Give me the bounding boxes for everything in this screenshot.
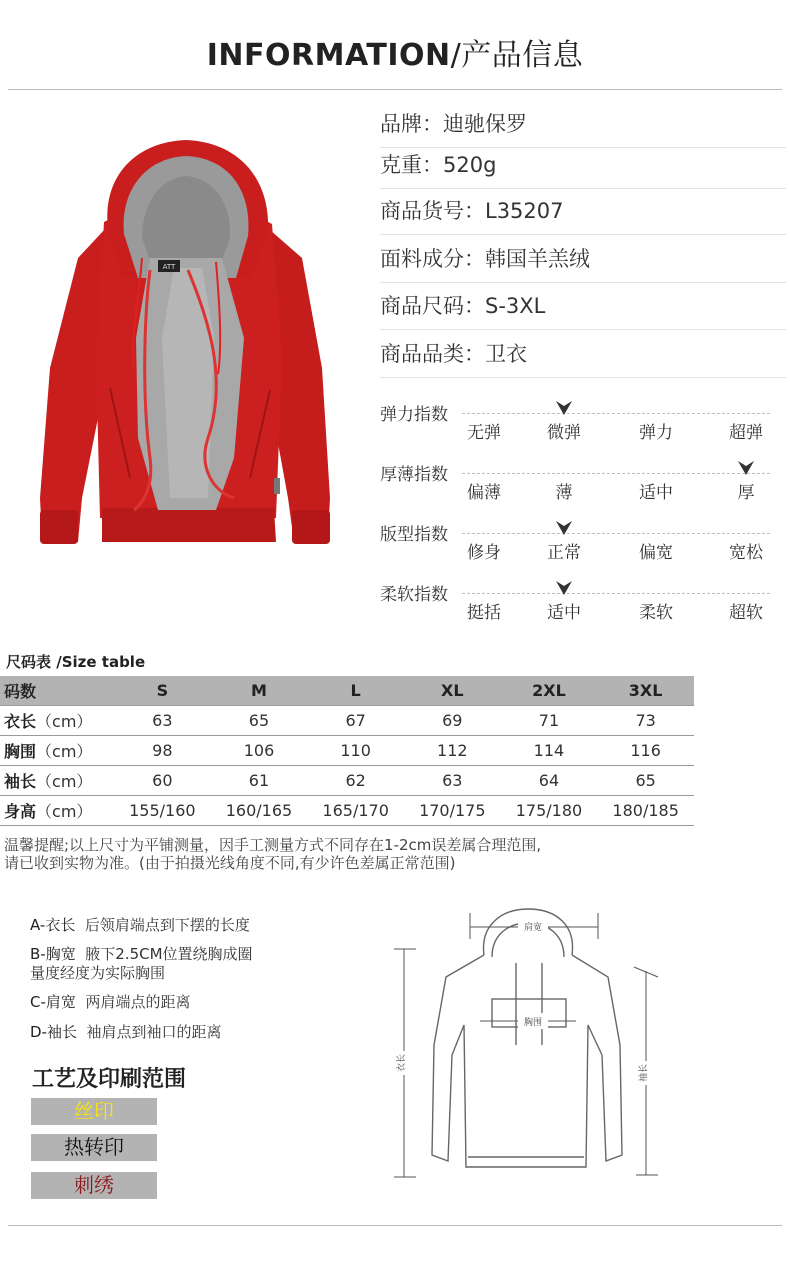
index-scale-line xyxy=(462,473,770,474)
index-option: 偏宽 xyxy=(639,543,673,563)
table-cell: 175/180 xyxy=(501,796,598,826)
index-option: 微弹 xyxy=(547,423,581,443)
diagram-sleeve-label: 袖长 xyxy=(639,1063,649,1083)
table-cell: 65 xyxy=(597,766,694,796)
table-cell: 112 xyxy=(404,736,501,766)
index-option: 薄 xyxy=(555,483,573,503)
index-label: 弹力指数 xyxy=(380,405,448,425)
selected-marker-icon xyxy=(555,520,573,536)
info-sku: 商品货号：L35207 xyxy=(380,188,786,235)
product-image xyxy=(38,138,334,550)
selected-marker-icon xyxy=(555,580,573,596)
table-cell: 63 xyxy=(114,706,211,736)
hoodie-illustration xyxy=(38,138,334,550)
table-cell: 65 xyxy=(211,706,308,736)
table-cell: 98 xyxy=(114,736,211,766)
measurement-diagram xyxy=(376,905,680,1187)
measure-d: D-袖长 袖肩点到袖口的距离 xyxy=(30,1023,222,1041)
craft-heat-transfer: 热转印 xyxy=(31,1134,157,1161)
header-cell: L xyxy=(350,681,361,700)
table-row xyxy=(0,736,694,766)
index-option: 挺括 xyxy=(467,603,501,623)
index-label: 柔软指数 xyxy=(380,585,448,605)
diagram-chest-label: 胸围 xyxy=(523,1018,543,1028)
size-table xyxy=(0,676,694,826)
craft-embroidery: 刺绣 xyxy=(31,1172,157,1199)
table-cell: 116 xyxy=(597,736,694,766)
header-cell: 2XL xyxy=(532,681,566,700)
table-cell: 64 xyxy=(501,766,598,796)
table-cell: 155/160 xyxy=(114,796,211,826)
note-line-1: 温馨提醒;以上尺寸为平铺测量，因手工测量方式不同存在1-2cm误差属合理范围, xyxy=(4,836,542,854)
table-cell: 160/165 xyxy=(211,796,308,826)
index-option: 柔软 xyxy=(639,603,673,623)
index-scale-line xyxy=(462,533,770,534)
size-note xyxy=(4,836,644,872)
row-label: 胸围（cm） xyxy=(0,736,114,766)
row-label: 身高（cm） xyxy=(0,796,114,826)
table-cell: 114 xyxy=(501,736,598,766)
index-option: 适中 xyxy=(639,483,673,503)
index-option: 适中 xyxy=(547,603,581,623)
size-table-header-row xyxy=(0,676,694,706)
table-cell: 67 xyxy=(307,706,404,736)
index-option: 宽松 xyxy=(729,543,763,563)
index-scale-line xyxy=(462,413,770,414)
selected-marker-icon xyxy=(737,460,755,476)
index-option: 厚 xyxy=(737,483,755,503)
diagram-shoulder-label: 肩宽 xyxy=(523,923,543,933)
measure-c: C-肩宽 两肩端点的距离 xyxy=(30,993,191,1011)
table-cell: 69 xyxy=(404,706,501,736)
table-cell: 106 xyxy=(211,736,308,766)
info-fabric: 面料成分：韩国羊羔绒 xyxy=(380,236,786,283)
measure-a: A-衣长 后领肩端点到下摆的长度 xyxy=(30,916,250,934)
index-label: 版型指数 xyxy=(380,525,448,545)
craft-silkscreen: 丝印 xyxy=(31,1098,157,1125)
table-cell: 110 xyxy=(307,736,404,766)
title-en: INFORMATION xyxy=(206,38,451,73)
table-cell: 165/170 xyxy=(307,796,404,826)
footer-divider xyxy=(8,1225,782,1226)
index-option: 修身 xyxy=(467,543,501,563)
row-label: 衣长（cm） xyxy=(0,706,114,736)
hoodie-outline-diagram xyxy=(376,905,680,1187)
craft-title: 工艺及印刷范围 xyxy=(32,1067,187,1092)
table-cell: 61 xyxy=(211,766,308,796)
info-brand: 品牌：迪驰保罗 xyxy=(380,101,786,148)
info-sizes: 商品尺码：S-3XL xyxy=(380,283,786,330)
info-weight: 克重：520g xyxy=(380,142,786,189)
index-option: 正常 xyxy=(547,543,581,563)
neck-tag-label: ATT xyxy=(162,263,176,271)
table-cell: 180/185 xyxy=(597,796,694,826)
table-cell: 71 xyxy=(501,706,598,736)
page-title xyxy=(0,30,790,74)
size-table-title: 尺码表 /Size table xyxy=(6,653,146,671)
note-line-2: 请已收到实物为准。(由于拍摄光线角度不同,有少许色差属正常范围) xyxy=(4,854,456,872)
index-option: 无弹 xyxy=(467,423,501,443)
title-zh: /产品信息 xyxy=(450,38,584,73)
header-divider xyxy=(8,89,782,90)
index-scale-line xyxy=(462,593,770,594)
table-cell: 60 xyxy=(114,766,211,796)
info-category: 商品品类：卫衣 xyxy=(380,331,786,378)
header-cell: 3XL xyxy=(628,681,663,700)
index-option: 偏薄 xyxy=(467,483,501,503)
measure-b: B-胸宽 腋下2.5CM位置绕胸成圈 量度经度为实际胸围 xyxy=(30,945,253,982)
table-cell: 170/175 xyxy=(404,796,501,826)
header-cell: M xyxy=(251,681,267,700)
header-cell: S xyxy=(156,681,169,700)
header-cell: XL xyxy=(441,681,464,700)
diagram-length-label: 衣长 xyxy=(397,1053,407,1073)
header-cell: 码数 xyxy=(4,682,37,701)
row-label: 袖长（cm） xyxy=(0,766,114,796)
index-option: 弹力 xyxy=(639,423,673,443)
table-row xyxy=(0,766,694,796)
table-row xyxy=(0,796,694,826)
table-row xyxy=(0,706,694,736)
index-option: 超弹 xyxy=(729,423,763,443)
index-label: 厚薄指数 xyxy=(380,465,448,485)
selected-marker-icon xyxy=(555,400,573,416)
index-option: 超软 xyxy=(729,603,763,623)
table-cell: 63 xyxy=(404,766,501,796)
table-cell: 62 xyxy=(307,766,404,796)
table-cell: 73 xyxy=(597,706,694,736)
